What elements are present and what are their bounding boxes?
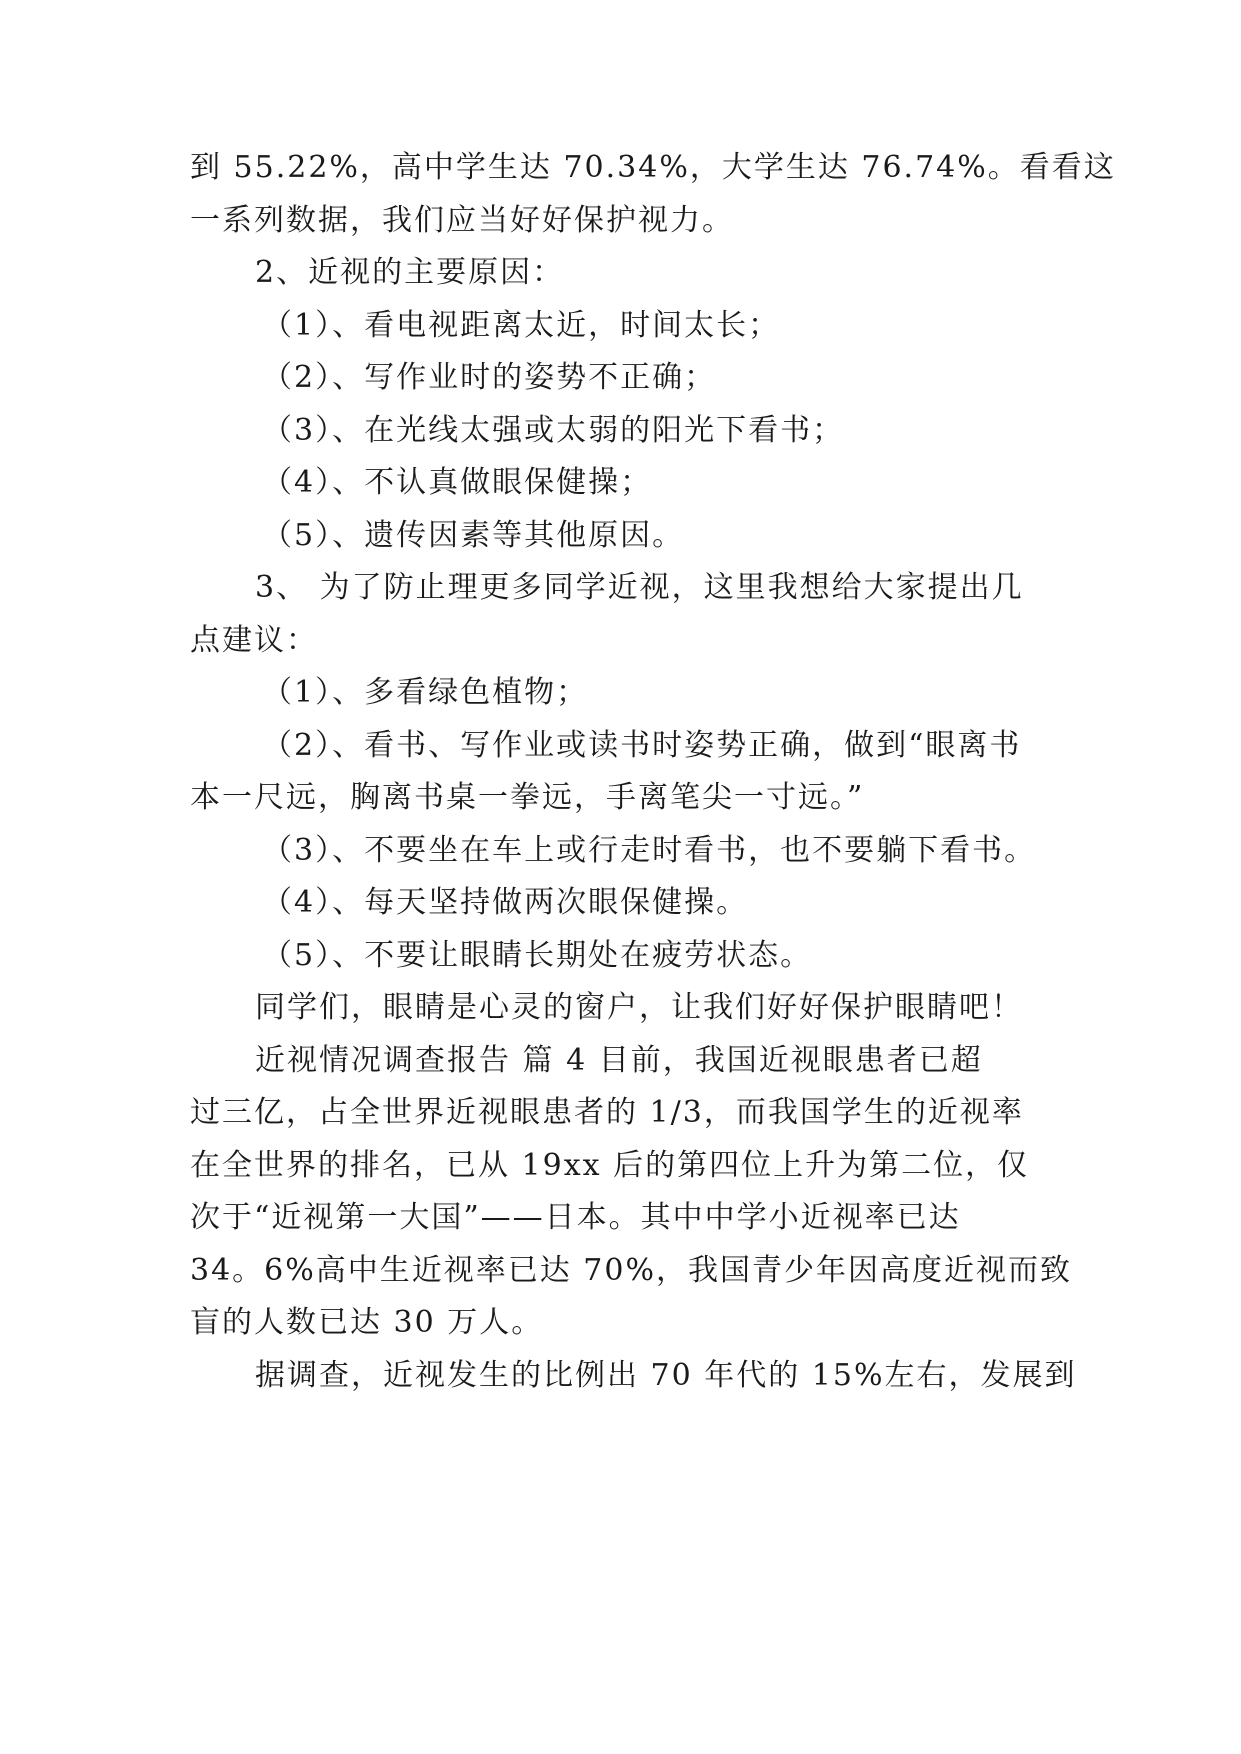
text-line: （5）、不要让眼睛长期处在疲劳状态。 [262, 938, 813, 973]
text-line: 3、 为了防止理更多同学近视，这里我想给大家提出几 [255, 570, 1024, 605]
text-line: 34。6%高中生近视率已达 70%，我国青少年因高度近视而致 [190, 1253, 1072, 1288]
text-line: （2）、写作业时的姿势不正确； [262, 360, 717, 395]
text-line: 在全世界的排名，已从 19xx 后的第四位上升为第二位，仅 [190, 1148, 1030, 1183]
text-line: 据调查，近视发生的比例出 70 年代的 15%左右，发展到 [255, 1358, 1077, 1393]
text-line: 次于“近视第一大国”——日本。其中中学小近视率已达 [190, 1200, 961, 1235]
text-line: 一系列数据，我们应当好好保护视力。 [190, 203, 734, 238]
text-line: （3）、不要坐在车上或行走时看书，也不要躺下看书。 [262, 833, 1037, 868]
text-line: （5）、遗传因素等其他原因。 [262, 518, 685, 553]
text-line: 到 55.22%，高中学生达 70.34%，大学生达 76.74%。看看这 [190, 150, 1116, 185]
text-line: 过三亿，占全世界近视眼患者的 1/3，而我国学生的近视率 [190, 1095, 1024, 1130]
text-line: 近视情况调查报告 篇 4 目前，我国近视眼患者已超 [255, 1043, 983, 1078]
text-line: 盲的人数已达 30 万人。 [190, 1305, 544, 1340]
text-line: （4）、每天坚持做两次眼保健操。 [262, 885, 749, 920]
text-line: （2）、看书、写作业或读书时姿势正确，做到“眼离书 [262, 728, 1022, 763]
text-line: （3）、在光线太强或太弱的阳光下看书； [262, 413, 845, 448]
text-line: 同学们，眼睛是心灵的窗户，让我们好好保护眼睛吧！ [255, 990, 1023, 1025]
text-line: 本一尺远，胸离书桌一拳远，手离笔尖一寸远。” [190, 780, 865, 815]
text-line: 点建议： [190, 623, 318, 658]
text-line: （1）、看电视距离太近，时间太长； [262, 308, 781, 343]
text-line: （4）、不认真做眼保健操； [262, 465, 653, 500]
text-line: 2、近视的主要原因： [255, 255, 565, 290]
text-line: （1）、多看绿色植物； [262, 675, 589, 710]
